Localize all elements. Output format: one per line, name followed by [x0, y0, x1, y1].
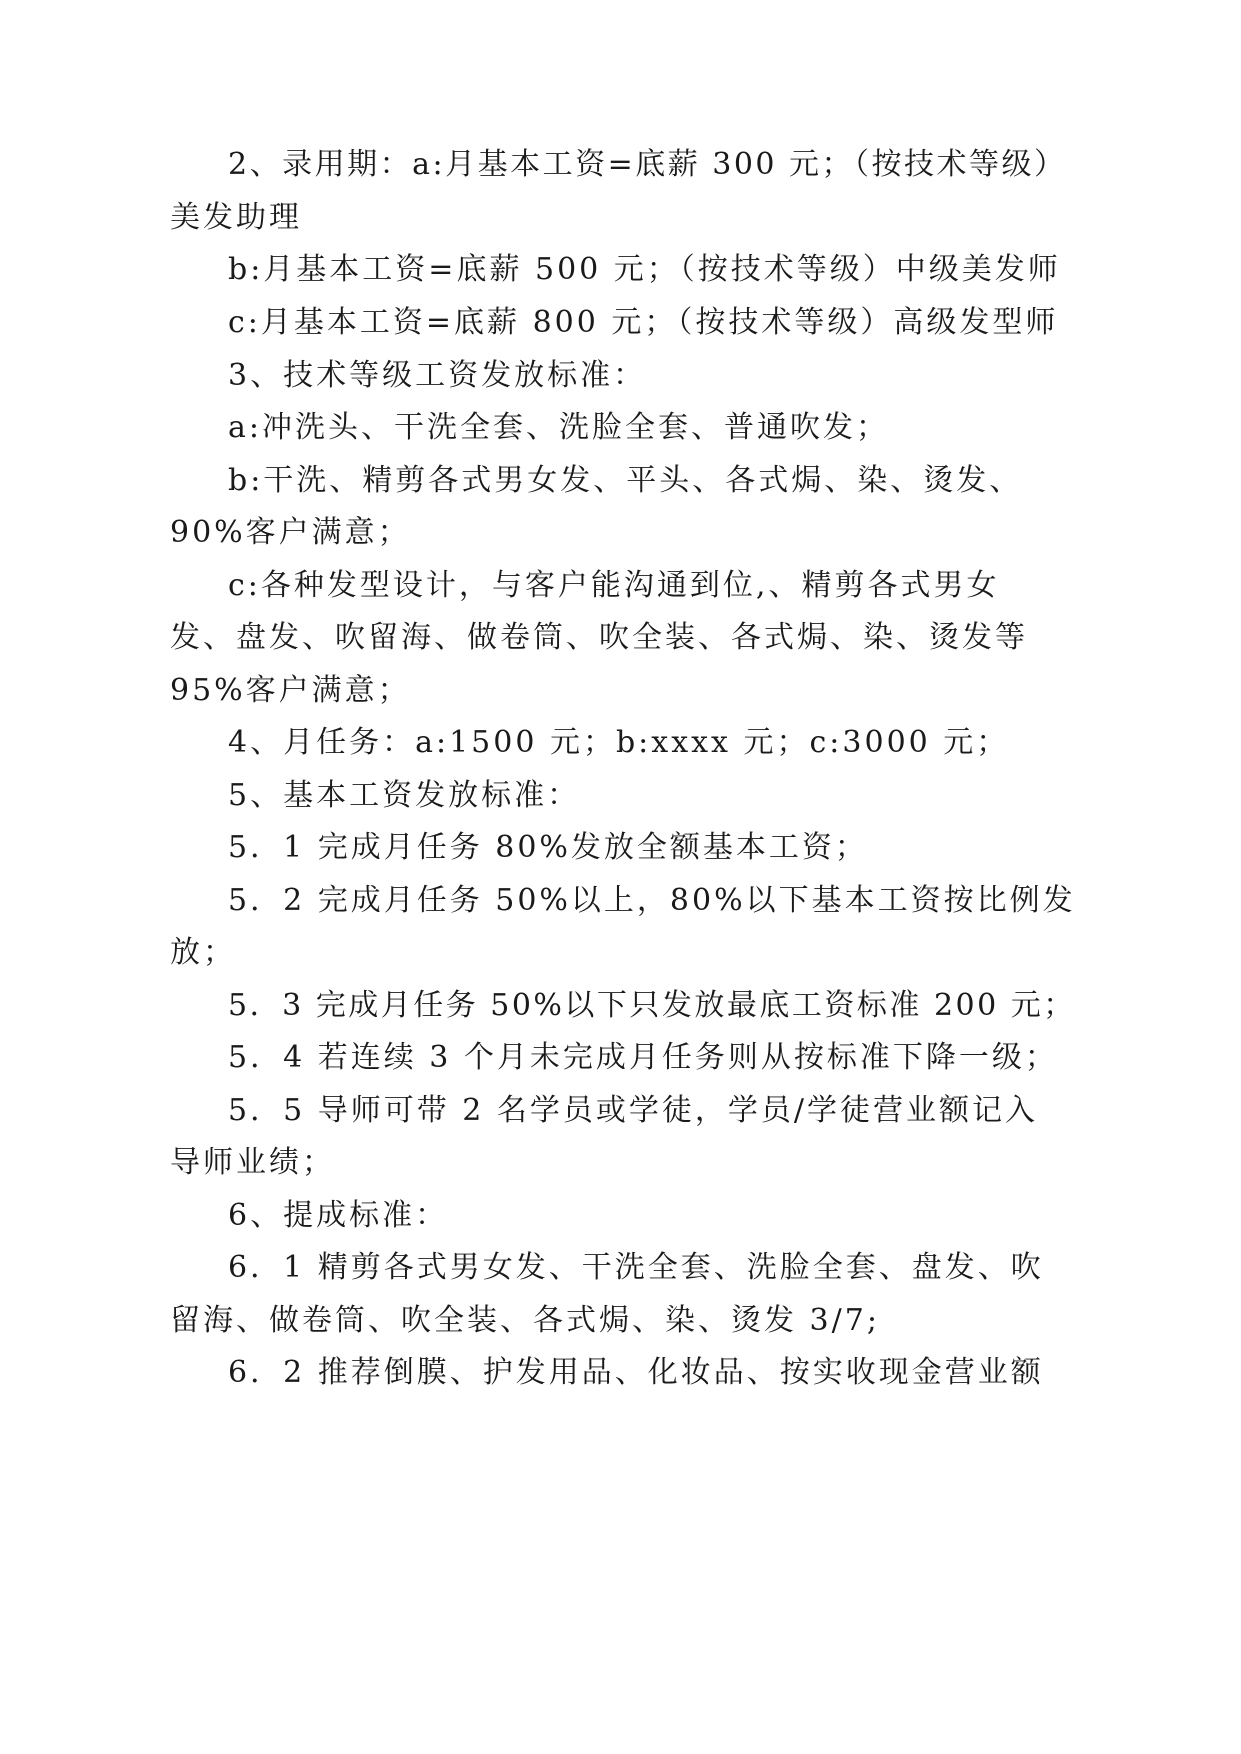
- text-line: 6．1 精剪各式男女发、干洗全套、洗脸全套、盘发、吹: [228, 1250, 1044, 1285]
- text-line: 4、月任务：a:1500 元；b:xxxx 元；c:3000 元；: [228, 725, 1010, 760]
- text-line: 90%客户满意；: [170, 515, 411, 550]
- text-line: 导师业绩；: [170, 1145, 335, 1180]
- text-line: 留海、做卷筒、吹全装、各式焗、染、烫发 3/7;: [170, 1303, 880, 1338]
- text-line: 2、录用期：a:月基本工资=底薪 300 元；（按技术等级）: [228, 147, 1067, 182]
- text-line: 5．4 若连续 3 个月未完成月任务则从按标准下降一级；: [228, 1040, 1058, 1075]
- text-line: 放；: [170, 935, 236, 970]
- text-line: 3、技术等级工资发放标准：: [228, 358, 647, 393]
- text-line: b:干洗、精剪各式男女发、平头、各式焗、染、烫发、: [228, 463, 1023, 498]
- text-line: 95%客户满意；: [170, 673, 411, 708]
- text-line: 5．2 完成月任务 50%以上，80%以下基本工资按比例发: [228, 883, 1076, 918]
- text-line: 美发助理: [170, 200, 302, 235]
- text-line: b:月基本工资=底薪 500 元；（按技术等级）中级美发师: [228, 252, 1061, 287]
- text-line: a:冲洗头、干洗全套、洗脸全套、普通吹发；: [228, 410, 889, 445]
- text-line: 5、基本工资发放标准：: [228, 778, 581, 813]
- text-line: c:月基本工资=底薪 800 元；（按技术等级）高级发型师: [228, 305, 1059, 340]
- text-line: 6、提成标准：: [228, 1198, 449, 1233]
- text-line: 5．5 导师可带 2 名学员或学徒，学员/学徒营业额记入: [228, 1093, 1038, 1128]
- text-line: 6．2 推荐倒膜、护发用品、化妆品、按实收现金营业额: [228, 1355, 1044, 1390]
- text-line: c:各种发型设计，与客户能沟通到位,、精剪各式男女: [228, 568, 1000, 603]
- text-line: 发、盘发、吹留海、做卷筒、吹全装、各式焗、染、烫发等: [170, 620, 1028, 655]
- text-line: 5．1 完成月任务 80%发放全额基本工资；: [228, 830, 868, 865]
- text-line: 5．3 完成月任务 50%以下只发放最底工资标准 200 元；: [228, 988, 1076, 1023]
